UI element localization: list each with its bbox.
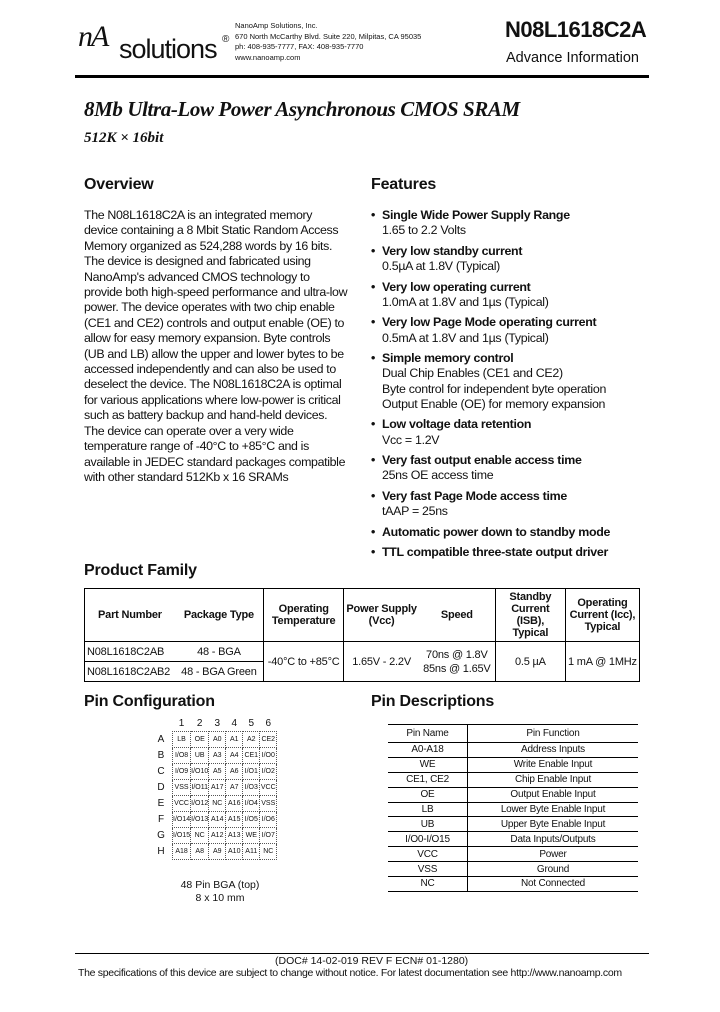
col-header: Package Type xyxy=(175,589,264,642)
part-number-cell: N08L1618C2AB xyxy=(85,642,175,662)
pin-function-cell: Upper Byte Enable Input xyxy=(468,817,639,832)
pin-cell: I/O1 xyxy=(243,763,260,779)
grid-corner xyxy=(150,716,173,731)
pin-cell: I/O8 xyxy=(173,747,191,763)
pin-cell: A14 xyxy=(209,811,226,827)
pin-cell: I/O14 xyxy=(173,811,191,827)
feature-detail: Dual Chip Enables (CE1 and CE2) xyxy=(382,366,563,381)
feature-item xyxy=(371,417,651,447)
overview-line: NanoAmp's advanced CMOS technology to xyxy=(84,269,310,284)
grid-col-label: 4 xyxy=(231,717,238,729)
pin-name-cell: WE xyxy=(388,757,468,772)
col-header: Operating Temperature xyxy=(263,589,343,642)
feature-detail: Output Enable (OE) for memory expansion xyxy=(382,396,606,411)
pin-cell: A9 xyxy=(209,843,226,859)
feature-item xyxy=(371,489,651,519)
feature-title: TTL compatible three-state output driver xyxy=(382,545,608,560)
company-street: 670 North McCarthy Blvd. Suite 220, Milpitas, CA 95035 xyxy=(235,31,422,41)
overview-text xyxy=(84,208,354,485)
table-row xyxy=(388,817,638,832)
pin-function-cell: Write Enable Input xyxy=(468,757,639,772)
speed-value: 85ns @ 1.65V xyxy=(423,662,491,675)
pin-cell: A18 xyxy=(173,843,191,859)
grid-col-label: 6 xyxy=(265,717,272,729)
pin-cell: A3 xyxy=(209,747,226,763)
overview-line: allow for easy memory expansion. Byte controls xyxy=(84,331,331,346)
pin-cell: I/O0 xyxy=(260,747,277,763)
pin-cell: A10 xyxy=(226,843,243,859)
pin-cell: A7 xyxy=(226,779,243,795)
overview-heading: Overview xyxy=(84,176,154,193)
page-title: 8Mb Ultra-Low Power Asynchronous CMOS SRAM xyxy=(84,97,520,121)
pin-function-cell: Power xyxy=(468,847,639,862)
supply-cell: 1.65V - 2.2V xyxy=(344,642,419,682)
bullet-icon: • xyxy=(371,351,376,366)
pin-cell: WE xyxy=(243,827,260,843)
pin-cell: I/O5 xyxy=(243,811,260,827)
pin-function-cell: Address Inputs xyxy=(468,743,639,758)
features-list xyxy=(371,208,651,566)
col-header: Power Supply (Vcc) xyxy=(344,589,419,642)
pin-cell: I/O12 xyxy=(191,795,209,811)
pin-grid-caption xyxy=(160,879,280,905)
overview-line: deselect the device. The N08L1618C2A is optimal xyxy=(84,377,342,392)
pin-cell: I/O2 xyxy=(260,763,277,779)
pin-cell: UB xyxy=(191,747,209,763)
pin-function-cell: Data Inputs/Outputs xyxy=(468,832,639,847)
page-subtitle: 512K × 16bit xyxy=(84,130,164,146)
col-header: Operating Current (Icc), Typical xyxy=(565,589,639,642)
feature-detail: 25ns OE access time xyxy=(382,468,494,483)
footer-disclaimer: The specifications of this device are subject to change without notice. For latest documentation see http://www.nanoamp.com xyxy=(78,967,622,979)
pin-desc-header: Pin Name xyxy=(388,725,468,743)
feature-detail: 0.5µA at 1.8V (Typical) xyxy=(382,259,501,273)
pin-function-cell: Output Enable Input xyxy=(468,787,639,802)
pin-cell: A2 xyxy=(243,731,260,747)
feature-detail: Byte control for independent byte operation xyxy=(382,381,607,396)
pin-cell: VSS xyxy=(260,795,277,811)
pin-cell: A5 xyxy=(209,763,226,779)
feature-title: Low voltage data retention xyxy=(382,417,532,432)
pin-cell: A17 xyxy=(209,779,226,795)
header-divider xyxy=(75,75,649,78)
col-header: Speed xyxy=(419,589,496,642)
pin-desc-header: Pin Function xyxy=(468,725,639,743)
part-number-cell: N08L1618C2AB2 xyxy=(85,662,175,682)
product-family-heading: Product Family xyxy=(84,562,197,579)
feature-item xyxy=(371,315,651,345)
bullet-icon: • xyxy=(371,453,376,468)
pin-name-cell: VCC xyxy=(388,847,468,862)
package-cell: 48 - BGA xyxy=(175,642,264,662)
overview-line: provide both high-speed performance and ultra-low xyxy=(84,285,348,300)
overview-line: available in JEDEC standard packages compatible xyxy=(84,454,346,469)
pin-function-cell: Ground xyxy=(468,862,639,877)
pin-function-cell: Not Connected xyxy=(468,877,639,892)
company-web: www.nanoamp.com xyxy=(235,52,301,62)
pin-desc-heading: Pin Descriptions xyxy=(371,693,495,710)
overview-line: The device is designed and fabricated using xyxy=(84,254,311,269)
feature-item xyxy=(371,351,651,412)
pin-cell: NC xyxy=(260,843,277,859)
pin-name-cell: LB xyxy=(388,802,468,817)
grid-row-label: G xyxy=(157,829,165,841)
features-heading: Features xyxy=(371,176,437,193)
pin-cell: A8 xyxy=(191,843,209,859)
overview-line: power. The device operates with two chip enable xyxy=(84,300,335,315)
caption-line: 8 x 10 mm xyxy=(195,892,245,904)
grid-row-label: H xyxy=(157,845,165,857)
col-header: Part Number xyxy=(85,589,175,642)
table-row xyxy=(388,787,638,802)
feature-item xyxy=(371,208,651,238)
overview-line: accessed independently and can also be used to xyxy=(84,362,336,377)
speed-value: 70ns @ 1.8V xyxy=(426,648,488,661)
bullet-icon: • xyxy=(371,315,376,330)
pin-name-cell: UB xyxy=(388,817,468,832)
pin-name-cell: I/O0-I/O15 xyxy=(388,832,468,847)
table-row xyxy=(388,772,638,787)
col-header: Standby Current (ISB), Typical xyxy=(495,589,565,642)
overview-line: (CE1 and CE2) controls and output enable (OE) to xyxy=(84,315,345,330)
pin-cell: OE xyxy=(191,731,209,747)
feature-title: Automatic power down to standby mode xyxy=(382,524,611,539)
pin-cell: I/O10 xyxy=(191,763,209,779)
grid-col-label: 1 xyxy=(178,717,185,729)
feature-detail: 0.5mA at 1.8V and 1µs (Typical) xyxy=(382,330,549,345)
overview-line: with other standard 512Kb x 16 SRAMs xyxy=(84,469,289,484)
grid-row-label: C xyxy=(157,765,165,777)
grid-col-label: 5 xyxy=(248,717,255,729)
speed-cell xyxy=(419,642,496,682)
feature-item xyxy=(371,525,651,540)
pin-cell: VCC xyxy=(260,779,277,795)
pin-cell: I/O6 xyxy=(260,811,277,827)
pin-name-cell: CE1, CE2 xyxy=(388,772,468,787)
table-row xyxy=(388,802,638,817)
grid-col-label: 3 xyxy=(214,717,221,729)
feature-title: Very fast Page Mode access time xyxy=(382,488,567,503)
pin-config-heading: Pin Configuration xyxy=(84,693,215,710)
footer-divider xyxy=(75,953,649,954)
table-row xyxy=(388,757,638,772)
temperature-cell: -40°C to +85°C xyxy=(263,642,343,682)
company-name: NanoAmp Solutions, Inc. xyxy=(235,21,318,30)
feature-detail: Vcc = 1.2V xyxy=(382,432,440,447)
pin-cell: LB xyxy=(173,731,191,747)
feature-title: Very low Page Mode operating current xyxy=(382,315,597,330)
pin-cell: VSS xyxy=(173,779,191,795)
bullet-icon: • xyxy=(371,524,376,539)
pin-cell: A1 xyxy=(226,731,243,747)
document-status: Advance Information xyxy=(506,50,639,66)
pin-cell: I/O9 xyxy=(173,763,191,779)
overview-line: (UB and LB) allow the upper and lower bytes to be xyxy=(84,346,344,361)
nanoamp-logo-mark: nA xyxy=(78,20,108,53)
table-row xyxy=(388,847,638,862)
feature-title: Very fast output enable access time xyxy=(382,453,582,468)
feature-title: Very low operating current xyxy=(382,279,531,294)
feature-item xyxy=(371,453,651,483)
caption-line: 48 Pin BGA (top) xyxy=(180,879,260,891)
pin-cell: I/O15 xyxy=(173,827,191,843)
pin-cell: I/O4 xyxy=(243,795,260,811)
grid-row-label: B xyxy=(157,749,165,761)
pin-name-cell: VSS xyxy=(388,862,468,877)
pin-cell: A15 xyxy=(226,811,243,827)
grid-row-label: D xyxy=(157,781,165,793)
feature-detail: 1.0mA at 1.8V and 1µs (Typical) xyxy=(382,294,549,309)
table-row xyxy=(388,862,638,877)
pin-cell: NC xyxy=(209,795,226,811)
pin-cell: I/O3 xyxy=(243,779,260,795)
operating-cell: 1 mA @ 1MHz xyxy=(565,642,639,682)
overview-line: The N08L1618C2A is an integrated memory xyxy=(84,208,313,222)
grid-row-label: A xyxy=(157,733,165,745)
pin-cell: CE1 xyxy=(243,747,260,763)
feature-detail: tAAP = 25ns xyxy=(382,504,448,519)
pin-cell: A12 xyxy=(209,827,226,843)
grid-row-label: F xyxy=(157,813,165,825)
pin-cell: A6 xyxy=(226,763,243,779)
part-number-heading: N08L1618C2A xyxy=(505,17,647,42)
pin-cell: I/O13 xyxy=(191,811,209,827)
overview-line: for various applications where low-power is critical xyxy=(84,392,341,407)
pin-function-cell: Chip Enable Input xyxy=(468,772,639,787)
pin-name-cell: OE xyxy=(388,787,468,802)
pin-desc-table xyxy=(388,724,638,892)
overview-line: device containing a 8 Mbit Static Random Access xyxy=(84,223,339,238)
feature-item xyxy=(371,244,651,274)
feature-title: Single Wide Power Supply Range xyxy=(382,208,570,222)
pin-cell: NC xyxy=(191,827,209,843)
pin-function-cell: Lower Byte Enable Input xyxy=(468,802,639,817)
pin-cell: A0 xyxy=(209,731,226,747)
package-cell: 48 - BGA Green xyxy=(175,662,264,682)
standby-cell: 0.5 µA xyxy=(495,642,565,682)
pin-cell: CE2 xyxy=(260,731,277,747)
feature-detail: 1.65 to 2.2 Volts xyxy=(382,223,466,238)
company-address xyxy=(235,21,421,63)
bullet-icon: • xyxy=(371,488,376,503)
pin-cell: VCC xyxy=(173,795,191,811)
nanoamp-logo-word: solutions xyxy=(119,34,217,64)
table-row xyxy=(388,832,638,847)
overview-line: Memory organized as 524,288 words by 16 bits. xyxy=(84,238,333,253)
feature-title: Simple memory control xyxy=(382,351,514,366)
feature-item xyxy=(371,545,651,560)
pin-name-cell: NC xyxy=(388,877,468,892)
feature-item xyxy=(371,280,651,310)
bullet-icon: • xyxy=(371,208,376,222)
feature-title: Very low standby current xyxy=(382,243,523,258)
pin-cell: A16 xyxy=(226,795,243,811)
company-phone: ph: 408-935-7777, FAX: 408-935-7770 xyxy=(235,42,364,52)
overview-line: such as battery backup and hand-held devices. xyxy=(84,408,328,423)
pin-cell: A11 xyxy=(243,843,260,859)
pin-cell: I/O11 xyxy=(191,779,209,795)
bullet-icon: • xyxy=(371,243,376,258)
bullet-icon: • xyxy=(371,417,376,432)
table-row xyxy=(388,877,638,892)
table-row xyxy=(388,743,638,758)
pin-cell: I/O7 xyxy=(260,827,277,843)
grid-col-label: 2 xyxy=(196,717,203,729)
product-family-table xyxy=(84,588,640,682)
pin-cell: A13 xyxy=(226,827,243,843)
doc-id: (DOC# 14-02-019 REV F ECN# 01-1280) xyxy=(275,955,469,967)
overview-line: The device can operate over a very wide xyxy=(84,423,294,438)
overview-line: temperature range of -40°C to +85°C and is xyxy=(84,439,309,454)
pin-name-cell: A0-A18 xyxy=(388,743,468,758)
bullet-icon: • xyxy=(371,279,376,294)
grid-row-label: E xyxy=(157,797,165,809)
pin-grid xyxy=(150,716,277,860)
pin-cell: A4 xyxy=(226,747,243,763)
registered-mark: ® xyxy=(222,34,230,45)
bullet-icon: • xyxy=(371,545,376,560)
